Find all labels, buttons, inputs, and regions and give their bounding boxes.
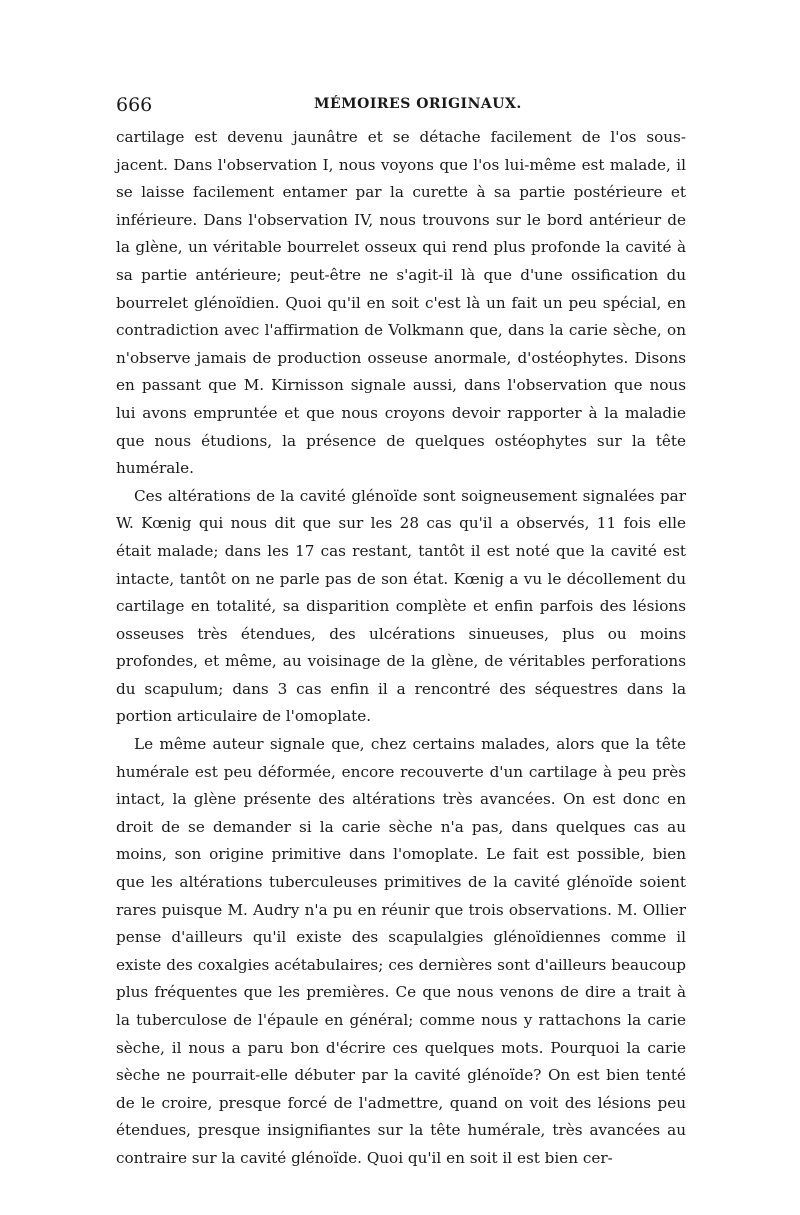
body-text: [116, 124, 686, 1173]
paragraph: Le même auteur signale que, chez certains malades, alors que la tête humérale est peu déformée, encore recouverte d'un cartilage à peu près intact, la glène présente des altérations très avancées. On est donc en droit de se demander si la carie sèche n'a pas, dans quelques cas au moins, son origine primitive dans l'omoplate. Le fait est possible, bien que les altérations tuberculeuses primitives de la cavité glénoïde soient rares puisque M. Audry n'a pu en réunir que trois observations. M. Ollier pense d'ailleurs qu'il existe des scapulalgies glénoïdiennes comme il existe des coxalgies acétabulaires; ces dernières sont d'ailleurs beaucoup plus fréquentes que les premières. Ce que nous venons de dire a trait à la tuberculose de l'épaule en général; comme nous y rattachons la carie sèche, il nous a paru bon d'écrire ces quelques mots. Pourquoi la carie sèche ne pourrait-elle débuter par la cavité glénoïde? On est bien tenté de le croire, presque forcé de l'admettre, quand on voit des lésions peu étendues, presque insignifiantes sur la tête humérale, très avancées au contraire sur la cavité glénoïde. Quoi qu'il en soit il est bien cer-: [116, 735, 686, 1167]
book-page: [116, 94, 686, 1173]
paragraph: Ces altérations de la cavité glénoïde sont soigneusement signalées par W. Kœnig qui nous dit que sur les 28 cas qu'il a observés, 11 fois elle était malade; dans les 17 cas restant, tantôt il est noté que la cavité est intacte, tantôt on ne parle pas de son état. Kœnig a vu le décollement du cartilage en totalité, sa disparition complète et enfin parfois des lésions osseuses très étendues, des ulcérations sinueuses, plus ou moins profondes, et même, au voisinage de la glène, de véritables perforations du scapulum; dans 3 cas enfin il a rencontré des séquestres dans la portion articulaire de l'omoplate.: [116, 486, 686, 726]
page-number: 666: [116, 94, 153, 116]
running-title: MÉMOIRES ORIGINAUX.: [314, 96, 522, 112]
running-header: [116, 94, 686, 124]
paragraph-continued: cartilage est devenu jaunâtre et se détache facilement de l'os sous-jacent. Dans l'observation I, nous voyons que l'os lui-même est malade, il se laisse facilement entamer par la curette à sa partie postérieure et inférieure. Dans l'observation IV, nous trouvons sur le bord antérieur de la glène, un véritable bourrelet osseux qui rend plus profonde la cavité à sa partie antérieure; peut-être ne s'agit-il là que d'une ossification du bourrelet glénoïdien. Quoi qu'il en soit c'est là un fait un peu spécial, en contradiction avec l'affirmation de Volkmann que, dans la carie sèche, on n'observe jamais de production osseuse anormale, d'ostéophytes. Disons en passant que M. Kirnisson signale aussi, dans l'observation que nous lui avons empruntée et que nous croyons devoir rapporter à la maladie que nous étudions, la présence de quelques ostéophytes sur la tête humérale.: [116, 128, 686, 478]
